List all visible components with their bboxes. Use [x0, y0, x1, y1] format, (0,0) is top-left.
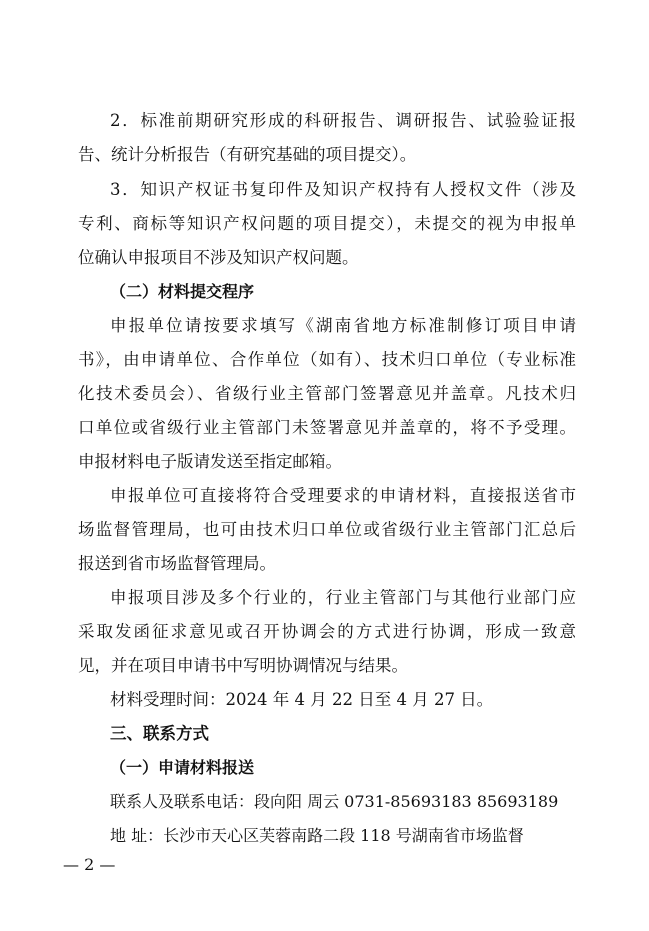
multi-industry-line2: 采取发函征求意见或召开协调会的方式进行协调，形成一致意: [78, 622, 576, 641]
submission-line4: 口单位或省级行业主管部门未签署意见并盖章的，将不予受理。: [78, 418, 576, 437]
multi-industry-line3: 见，并在项目申请书中写明协调情况与结果。: [78, 656, 408, 675]
item3-line3: 位确认申报项目不涉及知识产权问题。: [78, 248, 359, 267]
direct-submit-line2: 场监督管理局，也可由技术归口单位或省级行业主管部门汇总后: [78, 520, 576, 539]
section3-heading: 三、联系方式: [110, 724, 209, 743]
item3-line2: 专利、商标等知识产权问题的项目提交），未提交的视为申报单: [78, 214, 576, 233]
submission-line2: 书》，由申请单位、合作单位（如有）、技术归口单位（专业标准: [78, 350, 576, 369]
page-number: — 2 —: [63, 855, 116, 874]
acceptance-time: 材料受理时间：2024 年 4 月 22 日至 4 月 27 日。: [110, 690, 494, 709]
item2-line2: 告、统计分析报告（有研究基础的项目提交）。: [78, 145, 417, 164]
submission-line1: 申报单位请按要求填写《湖南省地方标准制修订项目申请: [110, 316, 576, 335]
item3-line1: 3．知识产权证书复印件及知识产权持有人授权文件（涉及: [110, 180, 576, 199]
submission-line3: 化技术委员会）、省级行业主管部门签署意见并盖章。凡技术归: [78, 384, 576, 403]
item2-line1: 2．标准前期研究形成的科研报告、调研报告、试验验证报: [110, 111, 576, 130]
address-line: 地 址：长沙市天心区芙蓉南路二段 118 号湖南省市场监督: [110, 826, 524, 845]
direct-submit-line1: 申报单位可直接将符合受理要求的申请材料，直接报送省市: [110, 486, 576, 505]
multi-industry-line1: 申报项目涉及多个行业的，行业主管部门与其他行业部门应: [110, 588, 576, 607]
direct-submit-line3: 报送到省市场监督管理局。: [78, 554, 276, 573]
contact-sub1-heading: （一）申请材料报送: [110, 758, 255, 777]
section2-heading: （二）材料提交程序: [110, 282, 255, 301]
submission-line5: 申报材料电子版请发送至指定邮箱。: [78, 452, 342, 471]
contact-person-phone: 联系人及联系电话：段向阳 周云 0731-85693183 85693189: [110, 792, 559, 811]
